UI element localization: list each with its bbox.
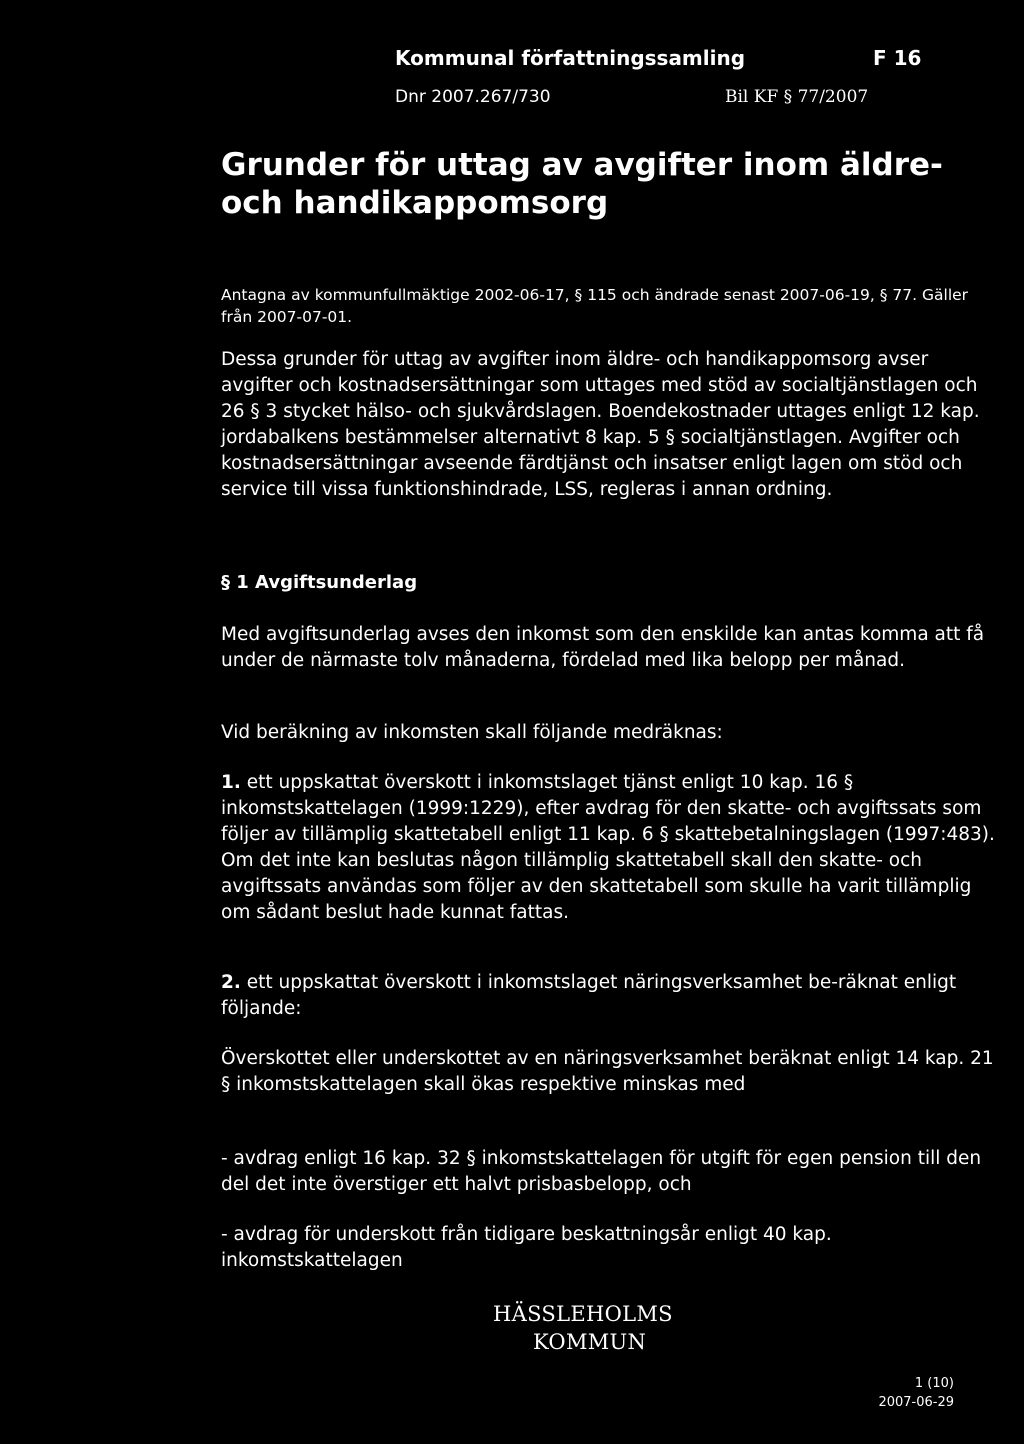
list-item-text: ett uppskattat överskott i inkomstslaget näringsverksamhet be-räknat enligt följande: [221, 972, 957, 1019]
page-number: 1 (10) [914, 1376, 954, 1391]
list-item [221, 970, 1001, 1022]
dash-item: - avdrag enligt 16 kap. 32 § inkomstskattelagen för utgift för egen pension till den del det inte överstiger ett halvt prisbasbelopp, och [221, 1148, 982, 1195]
list-item-number: 2. [221, 972, 241, 993]
page-date: 2007-06-29 [878, 1395, 954, 1410]
adoption-note: Antagna av kommunfullmäktige 2002-06-17, § 115 och ändrade senast 2007-06-19, § 77. Gäller från 2007-07-01. [221, 286, 969, 326]
municipality-logo [493, 1300, 713, 1356]
section-heading: § 1 Avgiftsunderlag [221, 572, 418, 593]
definition-paragraph: Med avgiftsunderlag avses den inkomst som den enskilde kan antas komma att få under de närmaste tolv månaderna, fördelad med lika belopp per månad. [221, 624, 985, 671]
dash-item: - avdrag för underskott från tidigare beskattningsår enligt 40 kap. inkomstskattelagen [221, 1224, 832, 1271]
document-title-line-1: Grunder för uttag av avgifter inom äldre- [221, 147, 943, 183]
logo-line-2: KOMMUN [533, 1330, 647, 1354]
list-item-text: ett uppskattat överskott i inkomstslaget tjänst enligt 10 kap. 16 § inkomstskattelagen (1999:1229), efter avdrag för den skatte- och avgiftssats som följer av tillämplig skattetabell enligt 11 kap. 6 § skattebetalningslagen (1997:483). Om det inte kan beslutas någon tillämplig skattetabell skall den skatte- och avgiftssats användas som följer av den skattetabell som skulle ha varit tillämplig om sådant beslut hade kunnat fattas. [221, 772, 995, 923]
document-title-line-2: och handikappomsorg [221, 185, 609, 221]
list-item [221, 770, 1001, 926]
publication-title: Kommunal författningssamling [395, 46, 746, 70]
document-title [221, 146, 1001, 222]
list-item-number: 1. [221, 772, 241, 793]
business-surplus-paragraph: Överskottet eller underskottet av en näringsverksamhet beräknat enligt 14 kap. 21 § inkomstskattelagen skall ökas respektive minskas med [221, 1048, 994, 1095]
logo-line-1: HÄSSLEHOLMS [493, 1302, 673, 1326]
intro-paragraph: Dessa grunder för uttag av avgifter inom äldre- och handikappomsorg avser avgifter och kostnadsersättningar som uttages med stöd av socialtjänstlagen och 26 § 3 stycket hälso- och sjukvårdslagen. Boendekostnader uttages enligt 12 kap. jordabalkens bestämmelser alternativt 8 kap. 5 § socialtjänstlagen. Avgifter och kostnadsersättningar avseende färdtjänst och insatser enligt lagen om stöd och service till vissa funktionshindrade, LSS, regleras i annan ordning. [221, 349, 980, 500]
income-calculation-intro: Vid beräkning av inkomsten skall följande medräknas: [221, 722, 723, 743]
document-code: F 16 [873, 46, 922, 70]
attachment-reference: Bil KF § 77/2007 [725, 87, 869, 107]
registration-number: Dnr 2007.267/730 [395, 87, 551, 107]
